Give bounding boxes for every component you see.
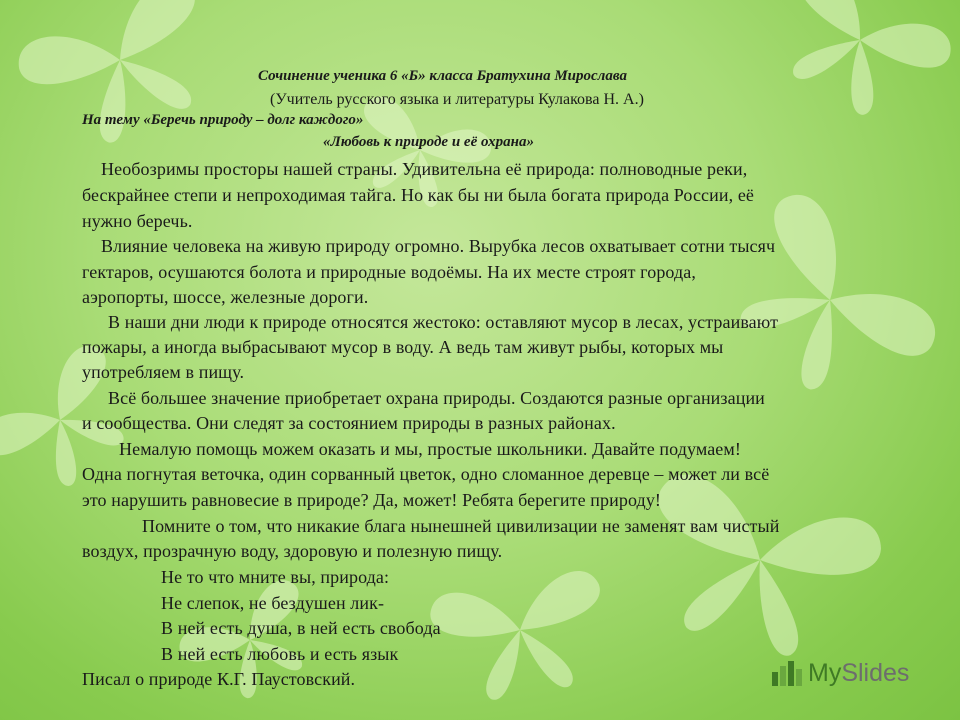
body-line: бескрайнее степи и непроходимая тайга. Но как бы ни была богата природа России, её [82,185,754,205]
body-line: нужно беречь. [82,211,193,231]
myslides-logo-icon [770,658,804,688]
body-line: Одна погнутая веточка, один сорванный цветок, одно сломанное деревце – может ли всё [82,464,770,484]
poem-line: В ней есть любовь и есть язык [161,644,399,664]
body-line: В наши дни люди к природе относятся жестоко: оставляют мусор в лесах, устраивают [108,312,779,332]
body-line: аэропорты, шоссе, железные дороги. [82,287,369,307]
essay-header-title: Сочинение ученика 6 «Б» класса Братухина Мирослава [258,68,627,84]
body-line: гектаров, осушаются болота и природные водоёмы. На их месте строят города, [82,262,696,282]
body-line: Необозримы просторы нашей страны. Удивительна её природа: полноводные реки, [101,159,748,179]
essay-title: «Любовь к природе и её охрана» [323,134,535,150]
myslides-watermark [770,655,909,691]
watermark-text-slides: Slides [841,658,910,687]
body-line: Немалую помощь можем оказать и мы, простые школьники. Давайте подумаем! [119,439,741,459]
body-line: Всё большее значение приобретает охрана природы. Создаются разные организации [108,388,765,408]
body-line: и сообщества. Они следят за состоянием природы в разных районах. [82,413,616,433]
poem-line: В ней есть душа, в ней есть свобода [161,618,441,638]
essay-theme: На тему «Беречь природу – долг каждого» [82,112,364,128]
body-line: пожары, а иногда выбрасывают мусор в воду. А ведь там живут рыбы, которых мы [82,337,724,357]
body-line: это нарушить равновесие в природе? Да, может! Ребята берегите природу! [82,490,662,510]
poem-line: Не то что мните вы, природа: [161,567,390,587]
body-line: Влияние человека на живую природу огромно. Вырубка лесов охватывает сотни тысяч [101,236,776,256]
essay-header-teacher: (Учитель русского языка и литературы Кулакова Н. А.) [270,91,644,108]
body-line: употребляем в пищу. [82,362,245,382]
signature: Писал о природе К.Г. Паустовский. [82,669,356,689]
watermark-text-my: My [808,658,842,687]
body-line: Помните о том, что никакие блага нынешней цивилизации не заменят вам чистый [142,516,780,536]
body-line: воздух, прозрачную воду, здоровую и полезную пищу. [82,541,503,561]
poem-line: Не слепок, не бездушен лик- [161,593,385,613]
